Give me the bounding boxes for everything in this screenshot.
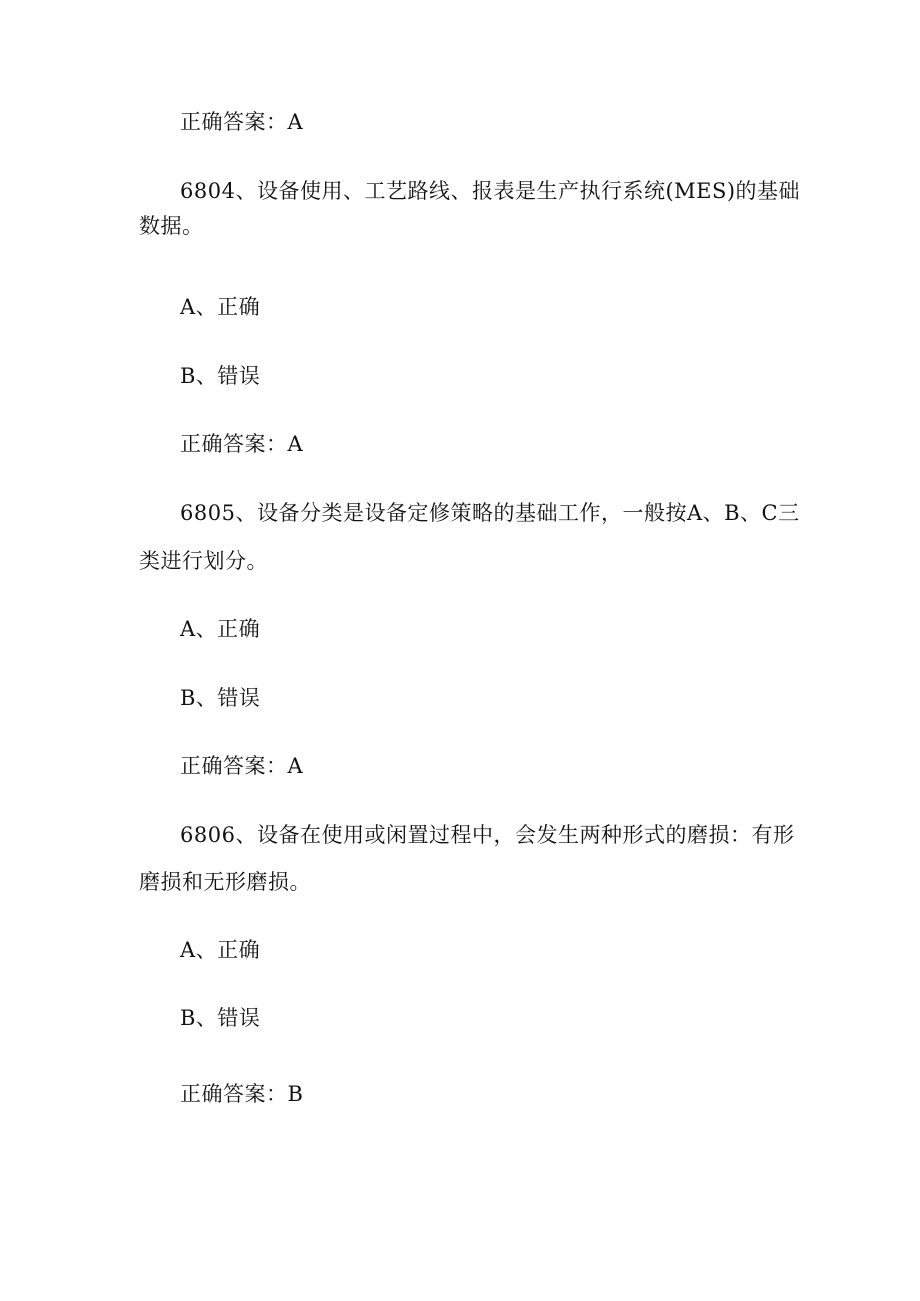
question-6804-option-a: A、正确 [180, 295, 261, 319]
question-6804-text-line1: 6804、设备使用、工艺路线、报表是生产执行系统(MES)的基础 [180, 179, 801, 203]
question-6805-option-b: B、错误 [180, 686, 261, 710]
previous-answer: 正确答案：A [180, 110, 304, 134]
question-6805-answer: 正确答案：A [180, 754, 304, 778]
question-6805-option-a: A、正确 [180, 617, 261, 641]
question-6806-option-a: A、正确 [180, 938, 261, 962]
question-6804-text-line2: 数据。 [139, 214, 204, 238]
question-6804-answer: 正确答案：A [180, 432, 304, 456]
question-6806-text-line2: 磨损和无形磨损。 [139, 870, 311, 894]
question-6806-text-line1: 6806、设备在使用或闲置过程中，会发生两种形式的磨损：有形 [180, 823, 795, 847]
question-6806-option-b: B、错误 [180, 1006, 261, 1030]
question-6805-text-line2: 类进行划分。 [139, 549, 268, 573]
question-6805-text-line1: 6805、设备分类是设备定修策略的基础工作，一般按A、B、C三 [180, 501, 800, 525]
question-6804-option-b: B、错误 [180, 364, 261, 388]
question-6806-answer: 正确答案：B [180, 1082, 304, 1106]
